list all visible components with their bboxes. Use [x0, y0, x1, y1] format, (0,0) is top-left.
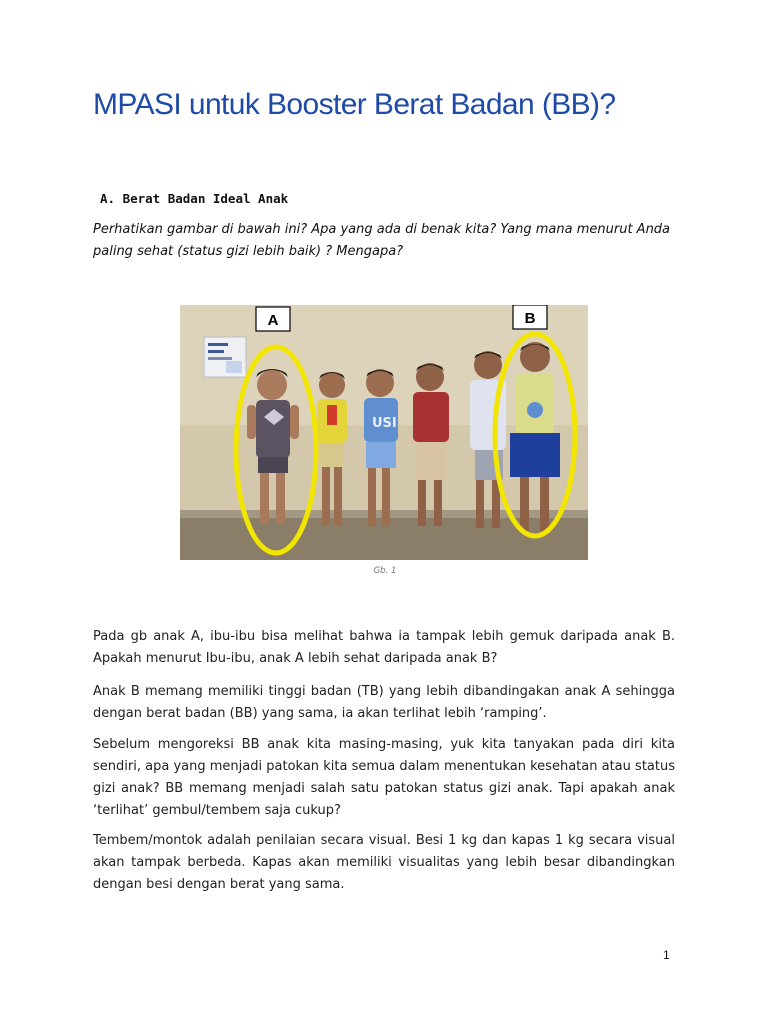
body-paragraph: Anak B memang memiliki tinggi badan (TB) yang lebih dibandingakan anak A sehingga dengan berat badan (BB) yang sama, ia akan terlihat lebih ‘ramping’.	[93, 684, 675, 721]
intro-paragraph: Perhatikan gambar di bawah ini? Apa yang ada di benak kita? Yang mana menurut Anda paling sehat (status gizi lebih baik) ? Mengapa?	[93, 222, 671, 259]
children-photo-figure	[180, 305, 588, 560]
page-number: 1	[663, 948, 670, 962]
svg-text:USI: USI	[372, 416, 397, 431]
body-paragraph: Pada gb anak A, ibu-ibu bisa melihat bahwa ia tampak lebih gemuk daripada anak B. Apakah menurut Ibu-ibu, anak A lebih sehat daripada anak B?	[93, 629, 675, 666]
body-paragraph: Sebelum mengoreksi BB anak kita masing-masing, yuk kita tanyakan pada diri kita sendiri, apa yang menjadi patokan kita semua dalam menentukan kesehatan atau status gizi anak? BB memang menjadi salah satu patokan status gizi anak. Tapi apakah anak ‘terlihat’ gembul/tembem saja cukup?	[93, 737, 675, 818]
children-photo	[180, 305, 588, 560]
document-title: MPASI untuk Booster Berat Badan (BB)?	[93, 88, 616, 121]
label-a: A	[267, 312, 279, 329]
body-paragraph: Tembem/montok adalah penilaian secara visual. Besi 1 kg dan kapas 1 kg secara visual akan tampak berbeda. Kapas akan memiliki visualitas yang lebih besar dibandingkan dengan besi dengan berat yang sama.	[93, 833, 675, 892]
section-heading: A. Berat Badan Ideal Anak	[100, 191, 289, 206]
figure-caption: Gb. 1	[373, 566, 397, 576]
wall-poster	[204, 337, 246, 377]
label-b: B	[524, 310, 536, 327]
